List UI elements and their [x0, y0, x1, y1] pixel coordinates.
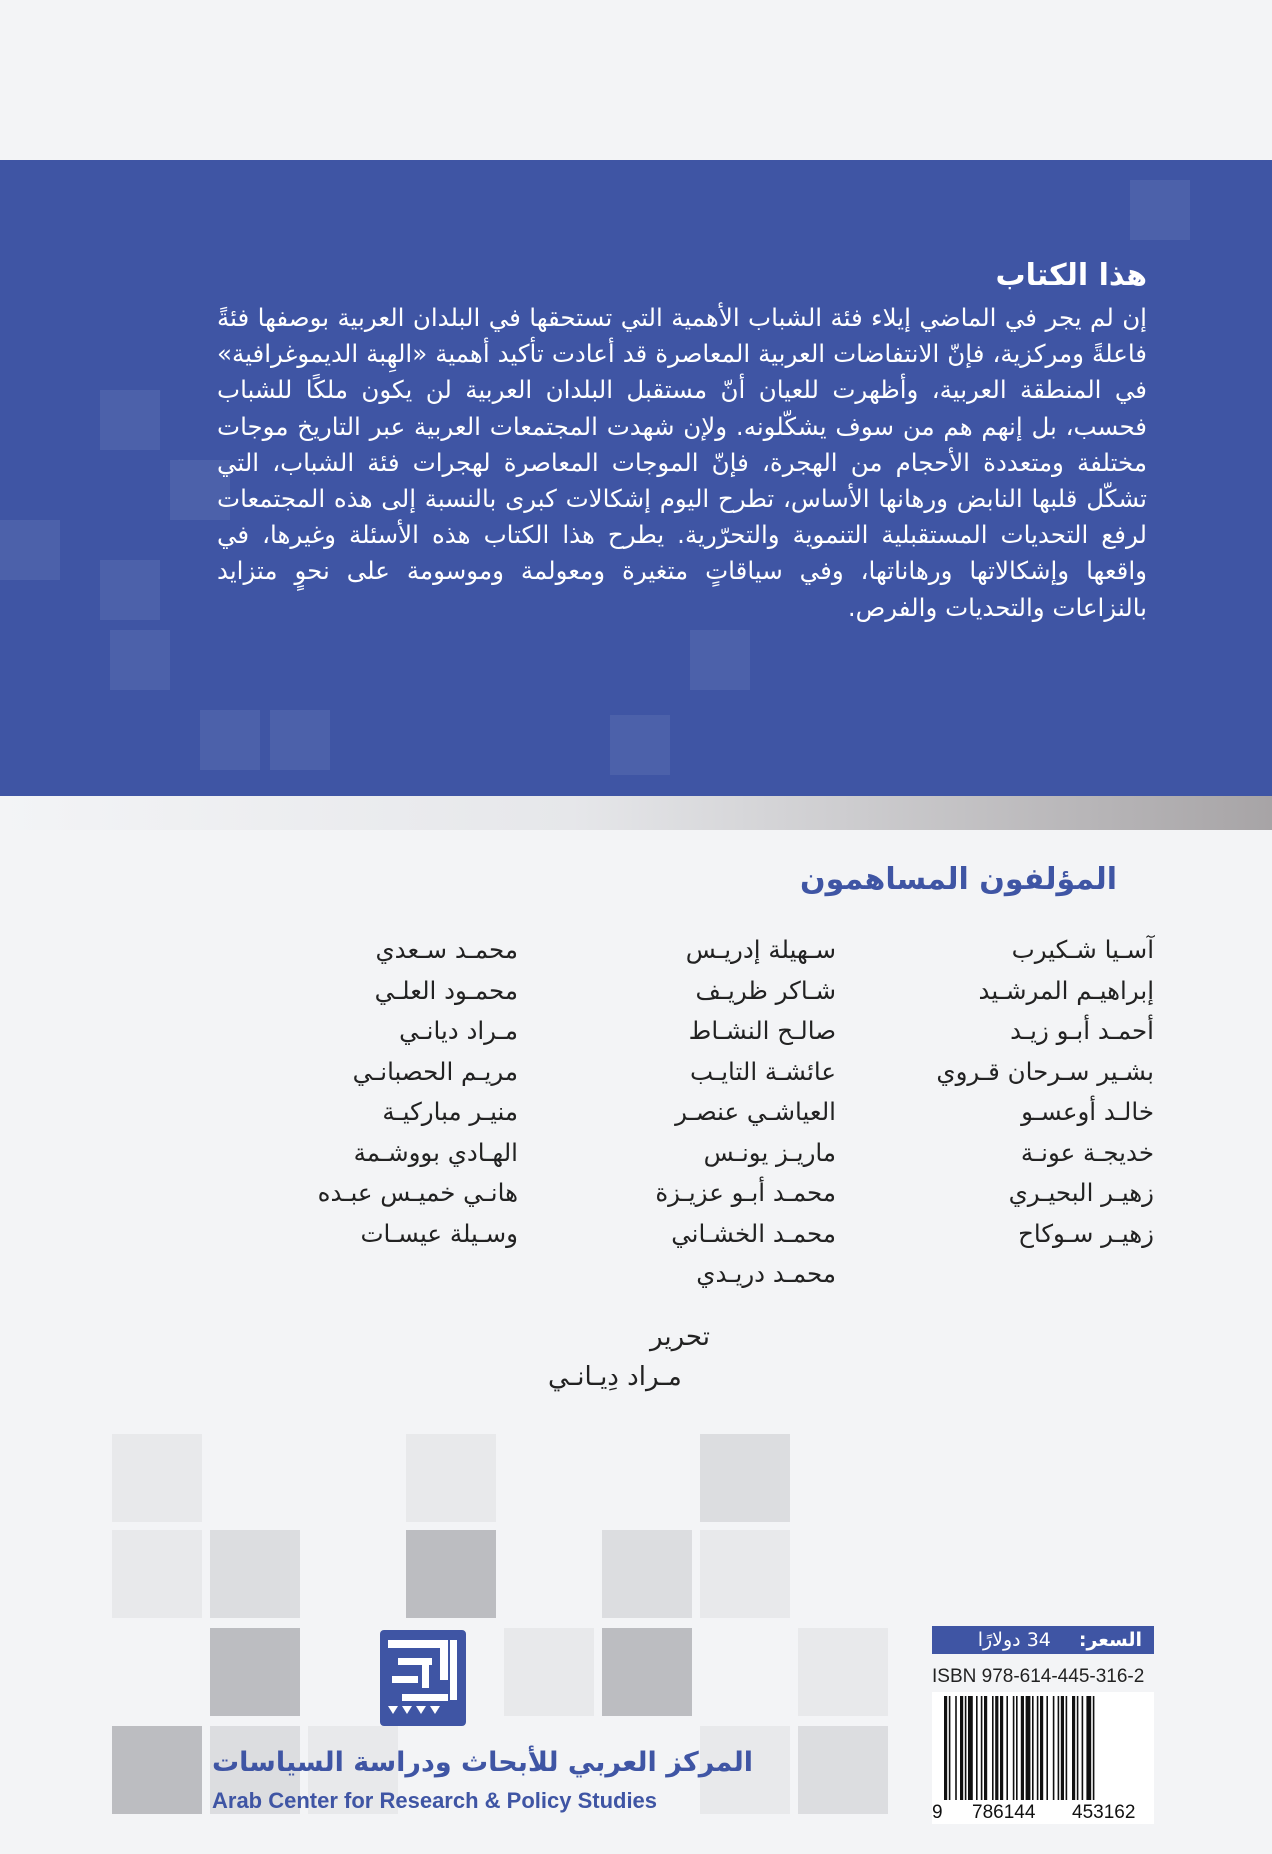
divider-band	[0, 796, 1272, 830]
contributors-title: المؤلفون المساهمون	[800, 862, 1117, 897]
contributors-column-2	[518, 930, 836, 1295]
contributor-name: آسـيا شـكيرب	[1011, 935, 1154, 964]
about-title: هذا الكتاب	[995, 258, 1147, 293]
publisher-logo-icon	[378, 1628, 468, 1728]
publisher-name-arabic: المركز العربي للأبحاث ودراسة السياسات	[212, 1747, 753, 1778]
publisher-name-english: Arab Center for Research & Policy Studies	[212, 1788, 658, 1813]
contributor-name: منيـر مباركيـة	[382, 1097, 518, 1126]
contributor-name: ماريـز يونـس	[703, 1137, 836, 1167]
contributor-name: العياشـي عنصـر	[675, 1097, 836, 1126]
editor-name: مـراد دِيـانـي	[548, 1362, 682, 1392]
contributor-name: وسـيلة عيسـات	[360, 1218, 518, 1248]
contributor-name: شـاكر ظريـف	[695, 975, 836, 1005]
contributor-name: عائشـة التايـب	[689, 1056, 836, 1086]
contributor-name: إبراهيـم المرشـيد	[978, 975, 1154, 1005]
contributor-name: صالـح النشـاط	[688, 1016, 836, 1045]
price-value: 34 دولارًا	[977, 1629, 1051, 1651]
contributor-name: خالـد أوعسـو	[1021, 1097, 1154, 1126]
contributor-name: هانـي خميـس عبـده	[317, 1178, 518, 1207]
contributor-name: زهيـر البحيـري	[1008, 1178, 1154, 1207]
contributor-name: أحمـد أبـو زيـد	[1010, 1016, 1154, 1045]
isbn-text: ISBN 978-614-445-316-2	[932, 1666, 1145, 1687]
contributors-list	[200, 930, 1154, 1295]
barcode-digits-right: 453162	[1072, 1802, 1136, 1823]
price-badge	[932, 1626, 1154, 1654]
contributor-name: محمـد أبـو عزيـزة	[655, 1178, 836, 1207]
contributor-name: محمـد سـعدي	[375, 935, 518, 964]
contributor-name: خديجـة عونـة	[1020, 1137, 1154, 1167]
contributor-name: زهيـر سـوكاح	[1018, 1218, 1154, 1248]
barcode-digits-left: 786144	[972, 1802, 1036, 1823]
contributor-name: مريـم الحصبانـي	[352, 1056, 518, 1086]
price-label: السعر:	[1078, 1629, 1142, 1651]
contributor-name: الهـادي بووشـمة	[353, 1137, 518, 1167]
editor-label: تحرير	[650, 1322, 710, 1352]
contributor-name: بشـير سـرحان قـروي	[936, 1056, 1154, 1086]
about-body: إن لم يجر في الماضي إيلاء فئة الشباب الأهمية التي تستحقها في البلدان العربية بوصفها فئةً فاعلةً ومركزية، فإنّ الانتفاضات العربية المعاصرة قد أعادت تأكيد أهمية «الهِبة الديموغرافية» في المنطقة العربية، وأظهرت للعيان أنّ مستقبل البلدان العربية لن يكون ملكًا للشباب فحسب، بل إنهم هم من سوف يشكّلونه. ولإن شهدت المجتمعات العربية عبر التاريخ موجات مختلفة ومتعددة الأحجام من الهجرة، فإنّ الموجات المعاصرة لهجرات فئة الشباب، التي تشكّل قلبها النابض ورهانها الأساس، تطرح اليوم إشكالات كبرى بالنسبة إلى هذه المجتمعات لرفع التحديات المستقبلية التنموية والتحرّرية. يطرح هذا الكتاب هذه الأسئلة وغيرها، في واقعها وإشكالاتها ورهاناتها، وفي سياقاتٍ متغيرة ومعولمة وموسومة على نحوٍ متزايد بالنزاعات والتحديات والفرص.	[217, 303, 1147, 622]
contributor-name: مـراد ديانـي	[399, 1016, 518, 1045]
barcode-lead-digit: 9	[932, 1802, 943, 1823]
contributor-name: سـهيلة إدريـس	[685, 935, 836, 964]
contributors-column-3	[200, 930, 518, 1295]
barcode	[932, 1692, 1154, 1824]
contributor-name: محمـود العلـي	[374, 975, 518, 1005]
contributors-column-1	[836, 930, 1154, 1295]
contributor-name: محمـد الخشـاني	[671, 1218, 836, 1248]
contributor-name: محمـد دريـدي	[696, 1259, 836, 1288]
